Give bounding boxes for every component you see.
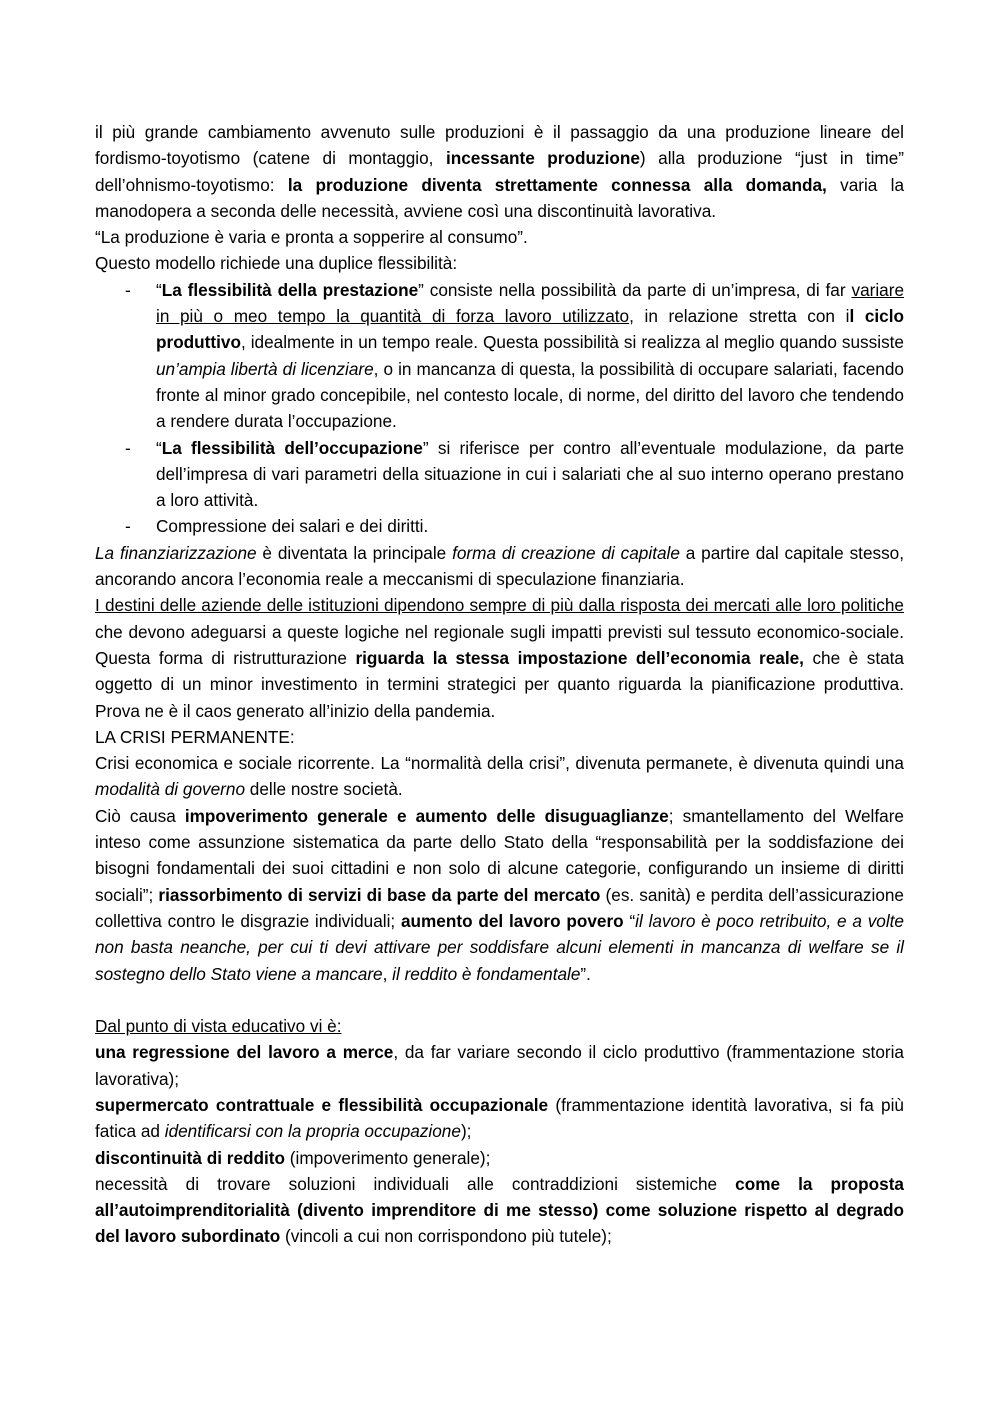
italic-text: modalità di governo	[95, 779, 246, 800]
bold-text: riguarda la stessa impostazione dell’economia reale,	[355, 647, 804, 668]
text: (impoverimento generale);	[285, 1147, 491, 1168]
text: è diventata la principale	[256, 542, 453, 563]
dash-bullet: -	[125, 279, 131, 300]
paragraph-income	[95, 1145, 904, 1171]
text: a partire dal capitale stesso, ancorando ancora l’economia reale a meccanismi di speculazione finanziaria.	[95, 542, 905, 590]
text: Compressione dei salari e dei diritti.	[156, 516, 429, 537]
bold-text: riassorbimento di servizi di base da parte del mercato	[158, 884, 601, 905]
paragraph-production-change	[95, 119, 904, 224]
list-item	[95, 435, 904, 514]
paragraph-quote: “La produzione è varia e pronta a sopperire al consumo”.	[95, 227, 528, 248]
text: “	[156, 437, 162, 458]
text: ” consiste nella possibilità da parte di un’impresa, di far	[418, 279, 852, 300]
text: “	[623, 910, 636, 931]
italic-text: un’ampia libertà di licenziare	[156, 358, 374, 379]
paragraph-destinies	[95, 592, 904, 723]
underlined-text: I destini delle aziende delle istituzioni dipendono sempre di più dalla risposta dei mercati alle loro politiche	[95, 595, 904, 616]
paragraph-supermarket	[95, 1092, 904, 1145]
text: che devono adeguarsi a queste logiche nel regionale sugli impatti previsti sul tessuto economico-sociale. Questa forma di ristrutturazione	[95, 621, 904, 668]
italic-text: identificarsi con la propria occupazione	[164, 1121, 461, 1142]
text: necessità di trovare soluzioni individuali alle contraddizioni sistemiche	[95, 1173, 736, 1194]
text: ”.	[580, 963, 591, 984]
italic-text: forma di creazione di capitale	[452, 542, 680, 563]
underlined-text: variare in più o meo tempo la quantità di forza lavoro utilizzato	[156, 279, 905, 327]
text: , da far variare secondo il ciclo produttivo (frammentazione storia lavorativa);	[95, 1042, 904, 1089]
bold-text: supermercato contrattuale e flessibilità occupazionale	[95, 1094, 549, 1115]
bold-text: La flessibilità dell’occupazione	[161, 437, 423, 458]
bold-text: impoverimento generale e aumento delle disuguaglianze	[184, 805, 669, 826]
text: varia la manodopera a seconda delle necessità, avviene così una discontinuità lavorativa.	[95, 174, 904, 221]
text: , o in mancanza di questa, la possibilità di occupare salariati, facendo fronte al minor grado concepibile, nel contesto locale, di norme, del diritto del lavoro che tendendo a rendere durata l’occupazione.	[156, 358, 904, 432]
text: ,	[382, 963, 393, 984]
paragraph-individual-solutions	[95, 1171, 904, 1250]
bold-text: discontinuità di reddito	[95, 1147, 286, 1168]
text: Crisi economica e sociale ricorrente. La “normalità della crisi”, divenuta permanete, è divenuta quindi una	[95, 753, 904, 774]
bold-text: incessante produzione	[445, 148, 640, 169]
blank-line	[95, 987, 904, 1013]
text: , in relazione stretta con i	[629, 306, 850, 327]
bold-text: La flessibilità della prestazione	[161, 279, 419, 300]
paragraph-crisis	[95, 750, 904, 803]
bold-text: l ciclo produttivo	[156, 306, 905, 353]
italic-text: La finanziarizzazione	[95, 542, 257, 563]
underlined-text: Dal punto di vista educativo vi è:	[95, 1016, 342, 1037]
dash-bullet: -	[125, 437, 131, 458]
section-heading-crisis: LA CRISI PERMANENTE:	[95, 726, 295, 747]
bold-text: una regressione del lavoro a merce	[95, 1042, 394, 1063]
italic-text: il lavoro è poco retribuito, e a volte non basta neanche, per cui ti devi attivare per soddisfare alcuni elementi in mancanza di welfare se il sostegno dello Stato viene a mancare	[95, 910, 904, 984]
flexibility-list	[95, 277, 904, 540]
text: , idealmente in un tempo reale. Questa possibilità si realizza al meglio quando sussiste	[240, 332, 904, 353]
text: delle nostre società.	[245, 779, 403, 800]
text: che è stata oggetto di un minor investimento in termini strategici per quanto riguarda la pianificazione produttiva. Prova ne è il caos generato all’inizio della pandemia.	[95, 647, 904, 721]
bold-text: la produzione diventa strettamente connessa alla domanda,	[287, 174, 827, 195]
section-heading-educational	[95, 1013, 904, 1039]
bold-text: aumento del lavoro povero	[400, 910, 624, 931]
text: ” si riferisce per contro all’eventuale modulazione, da parte dell’impresa di vari parametri della situazione in cui i salariati che al suo interno operano prestano a loro attività.	[156, 437, 904, 511]
text: );	[460, 1121, 472, 1142]
text: ) alla produzione “just in time” dell’ohnismo-toyotismo:	[95, 148, 904, 195]
text: Ciò causa	[95, 805, 185, 826]
text: (vincoli a cui non corrispondono più tutele);	[280, 1226, 612, 1247]
text: il più grande cambiamento avvenuto sulle produzioni è il passaggio da una produzione lineare del fordismo-toyotismo (catene di montaggio,	[95, 122, 904, 169]
list-item	[95, 513, 904, 539]
dash-bullet: -	[125, 516, 131, 537]
text: ; smantellamento del Welfare inteso come assunzione sistematica da parte dello Stato della “responsabilità per la soddisfazione dei bisogni fondamentali dei suoi cittadini e non solo di alcune categorie, configurando un insieme di diritti sociali”;	[95, 805, 904, 905]
text: “	[156, 279, 162, 300]
paragraph-financialization	[95, 540, 904, 593]
list-item	[95, 277, 904, 435]
italic-text: il reddito è fondamentale	[392, 963, 581, 984]
text: (es. sanità) e perdita dell’assicurazione collettiva contro le disgrazie individuali;	[95, 884, 904, 931]
paragraph-flexibility-intro: Questo modello richiede una duplice flessibilità:	[95, 253, 458, 274]
paragraph-regression	[95, 1039, 904, 1092]
text: (frammentazione identità lavorativa, si fa più fatica ad	[95, 1094, 904, 1142]
paragraph-consequences	[95, 803, 904, 987]
bold-text: come la proposta all’autoimprenditorialità (divento imprenditore di me stesso) come soluzione rispetto al degrado del lavoro subordinato	[95, 1173, 904, 1247]
